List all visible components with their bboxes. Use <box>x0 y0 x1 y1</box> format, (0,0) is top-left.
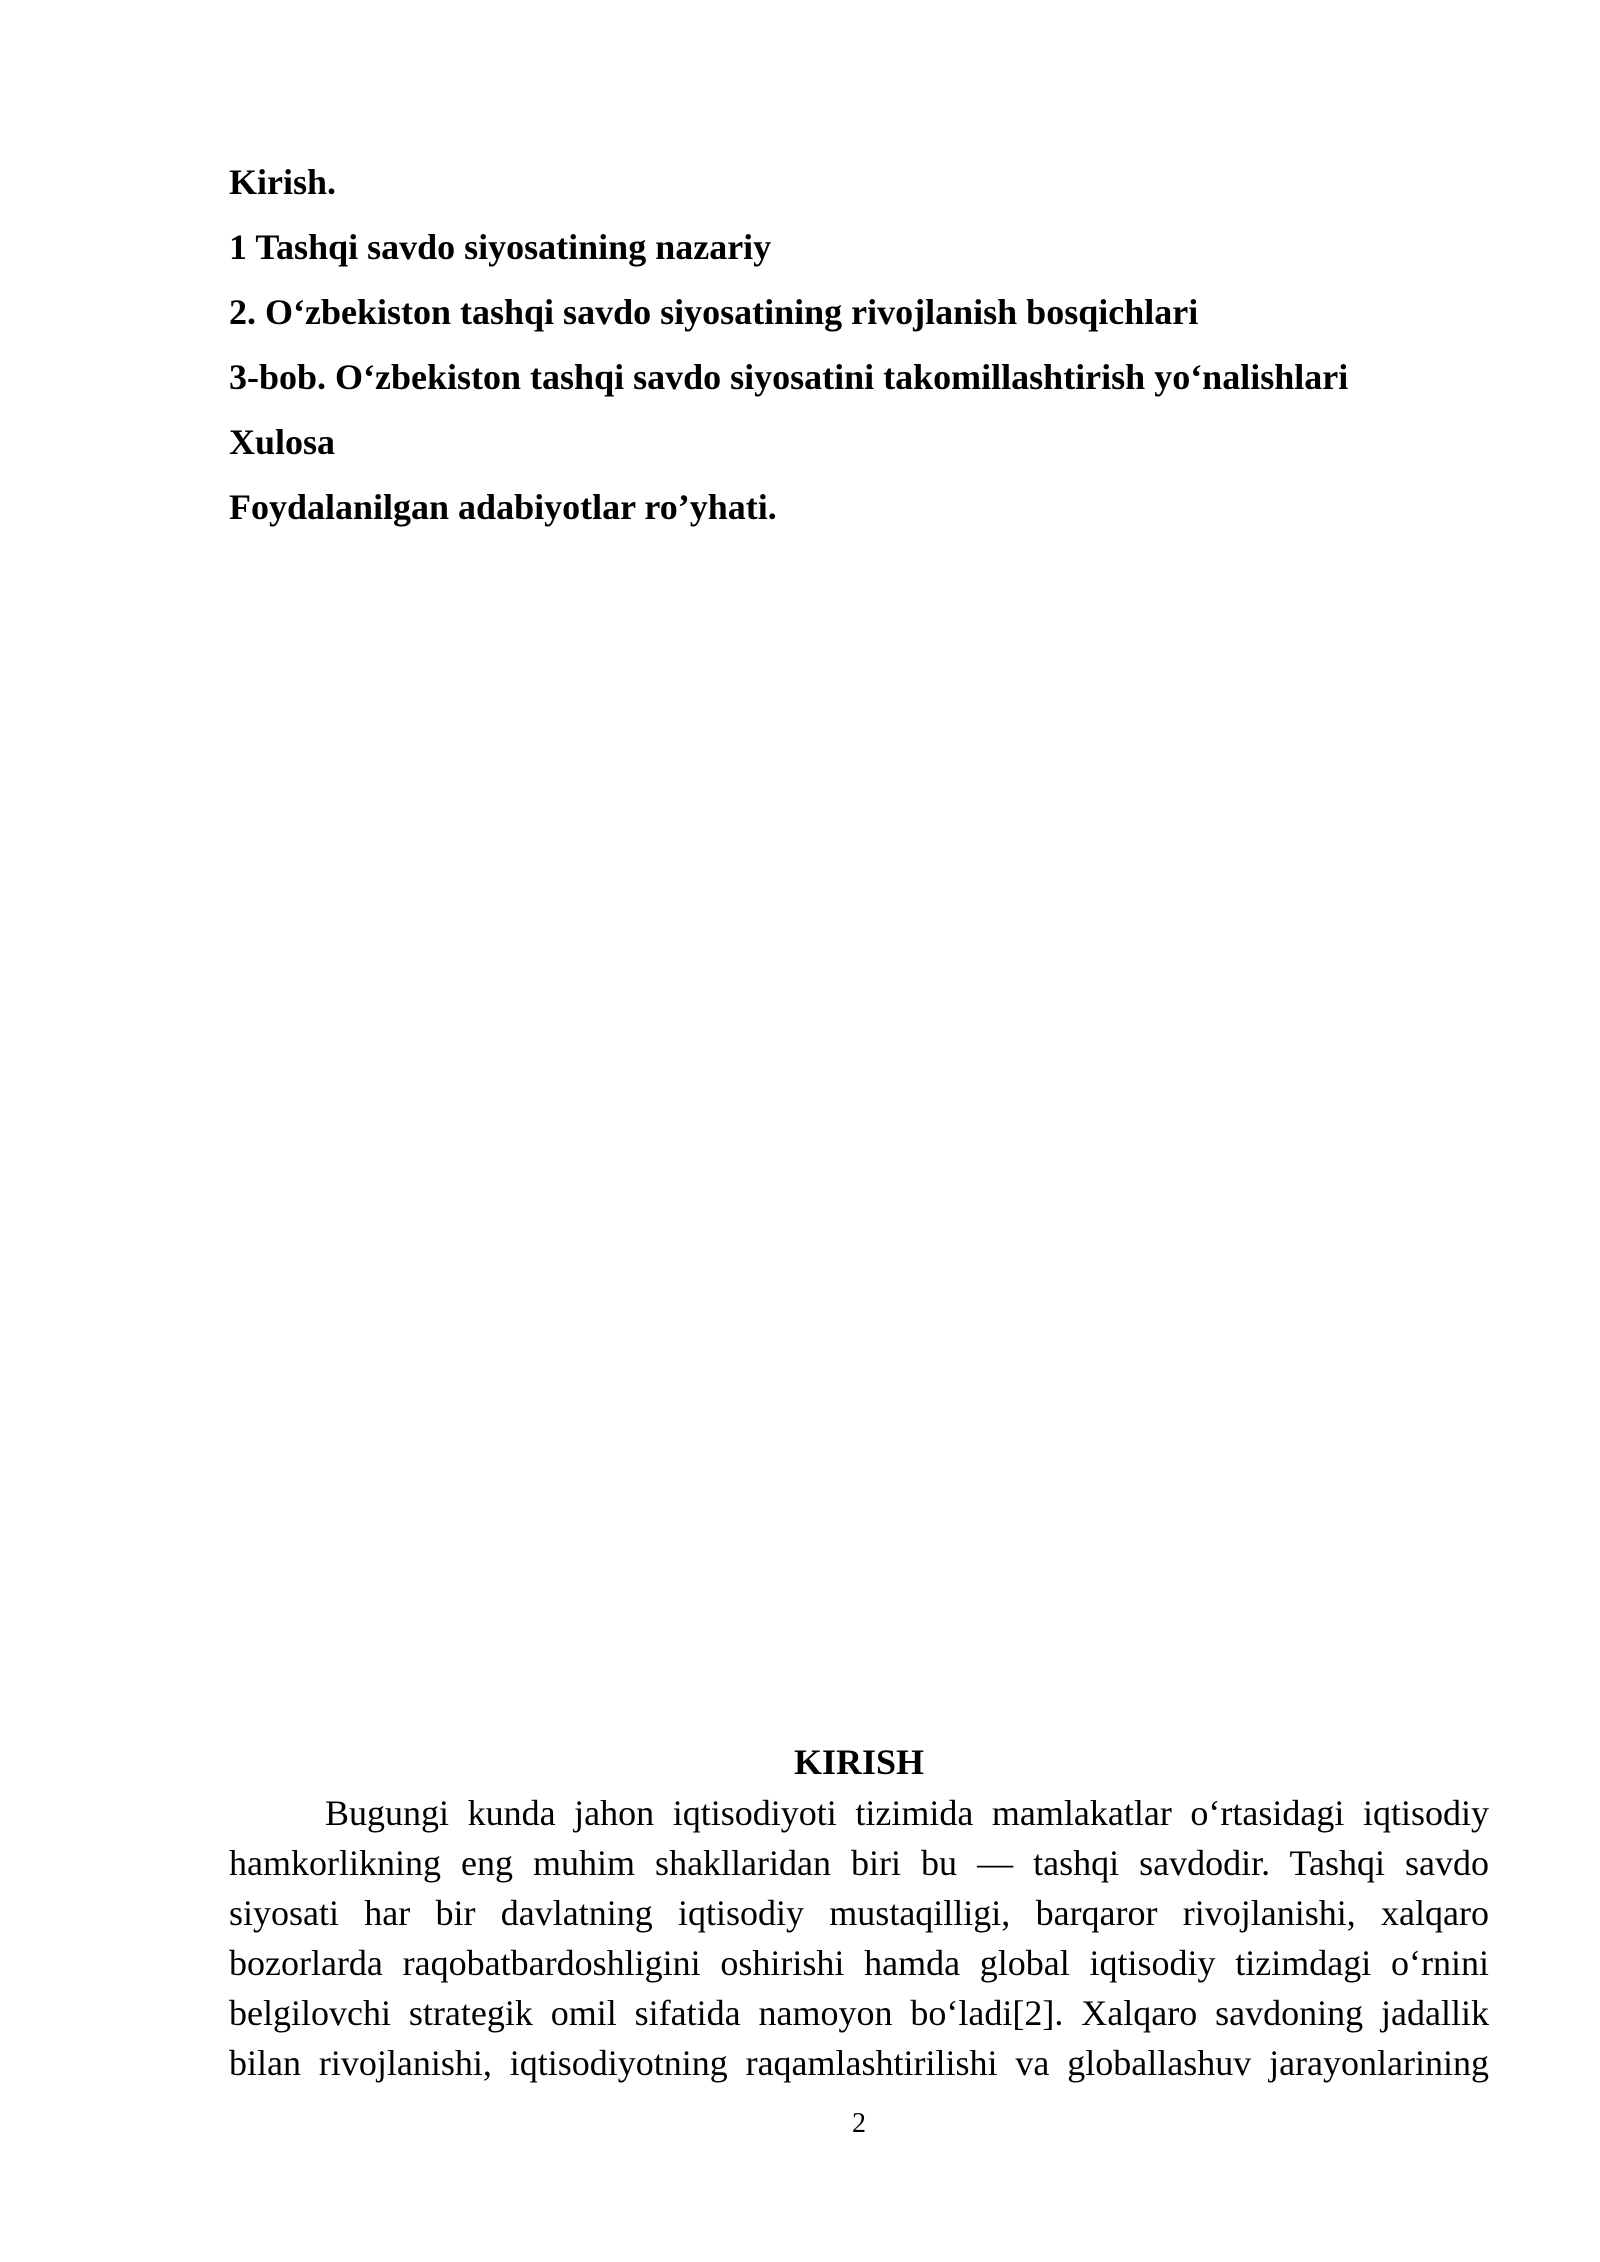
toc-item-conclusion: Xulosa <box>229 422 336 462</box>
paragraph-line: hamkorlikning eng muhim shakllaridan biri bu — tashqi savdodir. Tashqi savdo <box>229 1843 1489 1883</box>
toc-item-chapter-1: 1 Tashqi savdo siyosatining nazariy <box>229 227 772 267</box>
paragraph-line: bozorlarda raqobatbardoshligini oshirishi hamda global iqtisodiy tizimdagi o‘rnini <box>229 1943 1489 1983</box>
toc-item-chapter-3: 3-bob. O‘zbekiston tashqi savdo siyosatini takomillashtirish yo‘nalishlari <box>229 357 1349 397</box>
toc-item-introduction: Kirish. <box>229 162 337 202</box>
toc-item-references: Foydalanilgan adabiyotlar ro’yhati. <box>229 487 777 527</box>
introduction-paragraph <box>229 1788 1489 2088</box>
paragraph-line: bilan rivojlanishi, iqtisodiyotning raqamlashtirilishi va globallashuv jarayonlarining <box>229 2043 1489 2083</box>
page-number: 2 <box>852 2108 866 2139</box>
table-of-contents <box>229 150 1489 540</box>
paragraph-line: belgilovchi strategik omil sifatida namoyon bo‘ladi[2]. Xalqaro savdoning jadallik <box>229 1993 1489 2033</box>
paragraph-line: siyosati har bir davlatning iqtisodiy mustaqilligi, barqaror rivojlanishi, xalqaro <box>229 1893 1489 1933</box>
paragraph-line: Bugungi kunda jahon iqtisodiyoti tizimida mamlakatlar o‘rtasidagi iqtisodiy <box>325 1793 1489 1833</box>
section-heading-introduction: KIRISH <box>793 1742 925 1782</box>
toc-item-chapter-2: 2. O‘zbekiston tashqi savdo siyosatining rivojlanish bosqichlari <box>229 292 1199 332</box>
